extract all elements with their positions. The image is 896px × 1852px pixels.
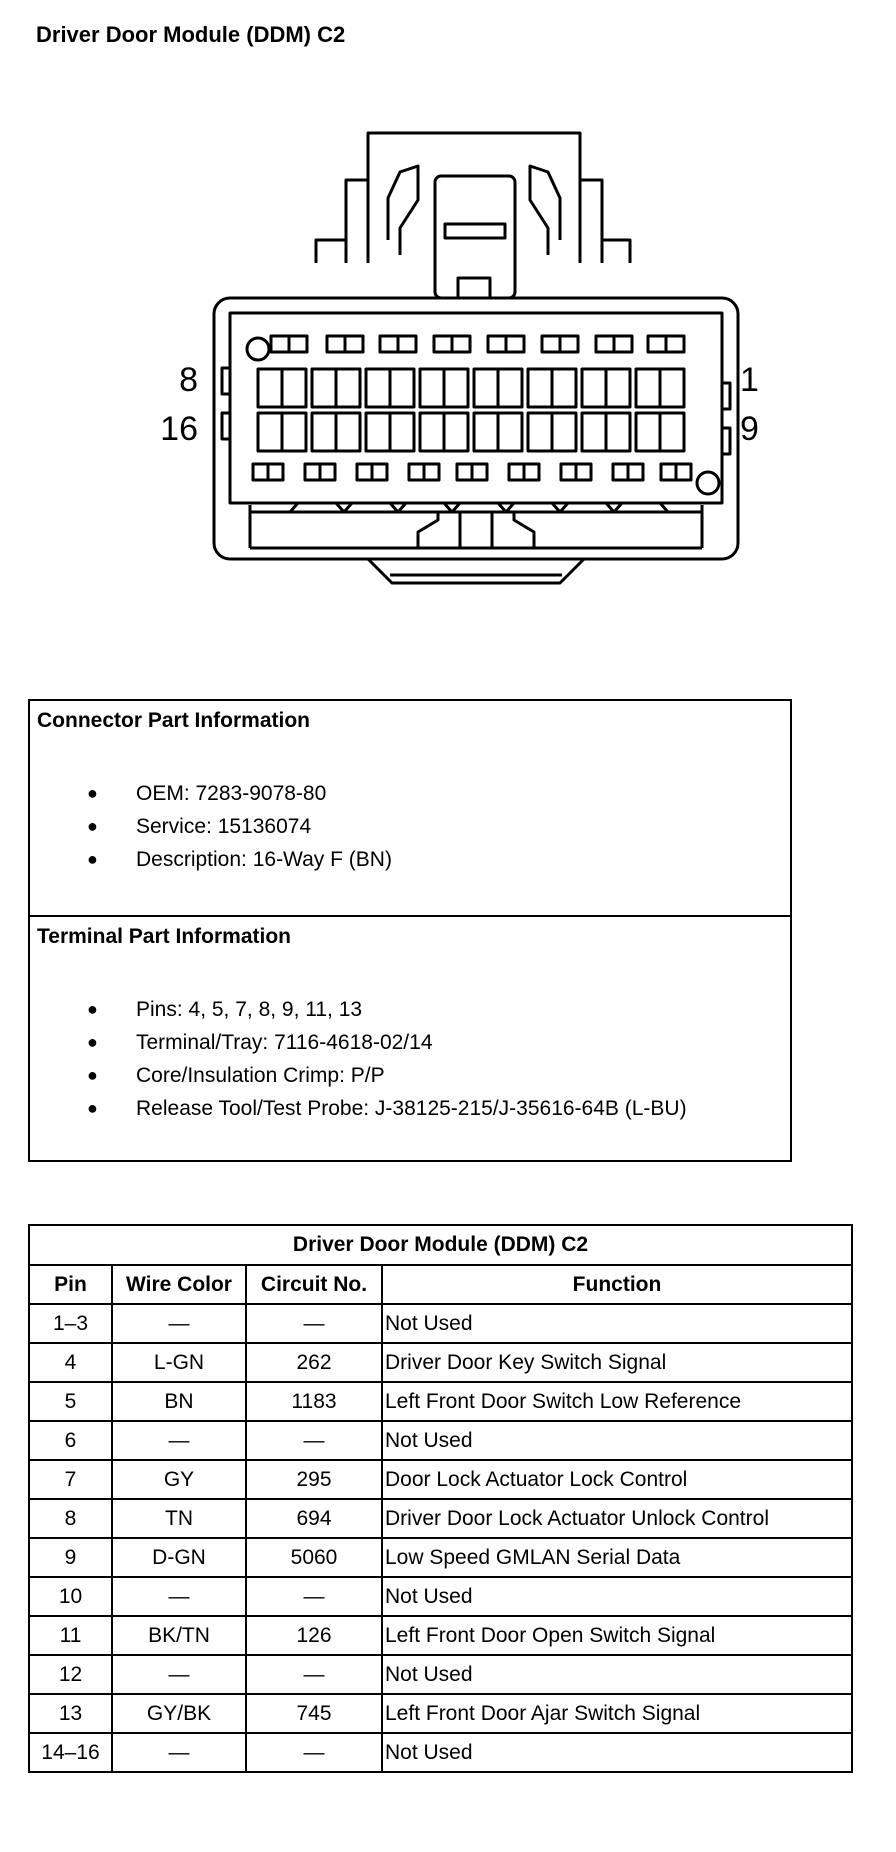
column-header-function: Function: [382, 1265, 852, 1304]
cell-circuit-no: —: [246, 1655, 382, 1694]
bullet-icon: ●: [87, 816, 98, 836]
connector-cavities: [253, 336, 691, 480]
cell-circuit-no: 745: [246, 1694, 382, 1733]
cell-wire-color: —: [112, 1733, 246, 1772]
cell-wire-color: GY/BK: [112, 1694, 246, 1733]
cell-circuit-no: 295: [246, 1460, 382, 1499]
cell-circuit-no: —: [246, 1421, 382, 1460]
bullet-icon: ●: [87, 1032, 98, 1052]
cell-function: Left Front Door Ajar Switch Signal: [382, 1694, 852, 1733]
cell-wire-color: —: [112, 1304, 246, 1343]
bullet-icon: ●: [87, 999, 98, 1019]
cell-pin: 8: [29, 1499, 112, 1538]
terminal-info-tray: Terminal/Tray: 7116-4618-02/14: [136, 1031, 433, 1054]
cell-circuit-no: 262: [246, 1343, 382, 1382]
list-item: [30, 993, 687, 1026]
cell-pin: 1–3: [29, 1304, 112, 1343]
cell-function: Not Used: [382, 1733, 852, 1772]
connector-base: [250, 503, 702, 583]
terminal-info-crimp: Core/Insulation Crimp: P/P: [136, 1064, 385, 1087]
table-row: [29, 1577, 852, 1616]
table-row: [29, 1538, 852, 1577]
connector-part-info: [30, 701, 790, 917]
bullet-icon: ●: [87, 849, 98, 869]
list-item: [30, 810, 392, 843]
table-row: [29, 1460, 852, 1499]
cell-function: Left Front Door Open Switch Signal: [382, 1616, 852, 1655]
cell-circuit-no: 1183: [246, 1382, 382, 1421]
cell-wire-color: —: [112, 1655, 246, 1694]
column-header-wire-color: Wire Color: [112, 1265, 246, 1304]
cell-function: Left Front Door Switch Low Reference: [382, 1382, 852, 1421]
large-cavity-row-2: [258, 413, 684, 451]
table-title: Driver Door Module (DDM) C2: [29, 1225, 852, 1265]
cell-wire-color: GY: [112, 1460, 246, 1499]
bullet-icon: ●: [87, 783, 98, 803]
list-item: [30, 1026, 687, 1059]
cell-wire-color: BK/TN: [112, 1616, 246, 1655]
column-header-pin: Pin: [29, 1265, 112, 1304]
cell-function: Driver Door Key Switch Signal: [382, 1343, 852, 1382]
connector-face-diagram: [0, 0, 896, 640]
bullet-icon: ●: [87, 1065, 98, 1085]
connector-info-list: [30, 777, 392, 876]
cell-function: Low Speed GMLAN Serial Data: [382, 1538, 852, 1577]
cell-pin: 14–16: [29, 1733, 112, 1772]
pin-label-16: 16: [160, 410, 198, 448]
cell-circuit-no: —: [246, 1577, 382, 1616]
cell-pin: 7: [29, 1460, 112, 1499]
cell-circuit-no: —: [246, 1304, 382, 1343]
table-row: [29, 1655, 852, 1694]
terminal-info-list: [30, 993, 687, 1125]
cell-function: Not Used: [382, 1304, 852, 1343]
pin-label-8: 8: [179, 361, 198, 399]
cell-pin: 9: [29, 1538, 112, 1577]
cell-wire-color: L-GN: [112, 1343, 246, 1382]
cell-function: Not Used: [382, 1577, 852, 1616]
terminal-info-release-tool: Release Tool/Test Probe: J-38125-215/J-35616-64B (L-BU): [136, 1097, 687, 1120]
cell-pin: 11: [29, 1616, 112, 1655]
pinout-table: [28, 1224, 853, 1773]
terminal-info-pins: Pins: 4, 5, 7, 8, 9, 11, 13: [136, 998, 363, 1021]
cell-pin: 13: [29, 1694, 112, 1733]
table-row: [29, 1733, 852, 1772]
connector-info-heading: Connector Part Information: [37, 709, 311, 732]
connector-info-oem: OEM: 7283-9078-80: [136, 782, 327, 805]
table-row: [29, 1694, 852, 1733]
terminal-info-heading: Terminal Part Information: [37, 925, 291, 948]
cell-function: Not Used: [382, 1655, 852, 1694]
connector-latch: [316, 133, 630, 298]
cell-circuit-no: 5060: [246, 1538, 382, 1577]
cell-wire-color: —: [112, 1421, 246, 1460]
list-item: [30, 843, 392, 876]
cell-circuit-no: —: [246, 1733, 382, 1772]
connector-info-service: Service: 15136074: [136, 815, 312, 838]
pin-label-1: 1: [740, 361, 759, 399]
terminal-part-info: [30, 917, 790, 1162]
pin-label-9: 9: [740, 410, 759, 448]
cell-function: Not Used: [382, 1421, 852, 1460]
cell-wire-color: —: [112, 1577, 246, 1616]
cell-pin: 4: [29, 1343, 112, 1382]
large-cavity-row-1: [258, 369, 684, 407]
cell-wire-color: D-GN: [112, 1538, 246, 1577]
page-title: Driver Door Module (DDM) C2: [36, 22, 346, 47]
cell-wire-color: BN: [112, 1382, 246, 1421]
cell-circuit-no: 126: [246, 1616, 382, 1655]
cell-pin: 10: [29, 1577, 112, 1616]
table-header-row: [29, 1265, 852, 1304]
list-item: [30, 1092, 687, 1125]
cell-wire-color: TN: [112, 1499, 246, 1538]
table-row: [29, 1421, 852, 1460]
cell-pin: 6: [29, 1421, 112, 1460]
lower-small-cavities: [253, 464, 691, 480]
bullet-icon: ●: [87, 1098, 98, 1118]
cell-function: Door Lock Actuator Lock Control: [382, 1460, 852, 1499]
connector-info-description: Description: 16-Way F (BN): [136, 848, 392, 871]
table-row: [29, 1343, 852, 1382]
table-row: [29, 1616, 852, 1655]
cell-function: Driver Door Lock Actuator Unlock Control: [382, 1499, 852, 1538]
table-row: [29, 1382, 852, 1421]
table-row: [29, 1499, 852, 1538]
list-item: [30, 777, 392, 810]
column-header-circuit-no: Circuit No.: [246, 1265, 382, 1304]
list-item: [30, 1059, 687, 1092]
cell-pin: 5: [29, 1382, 112, 1421]
cell-pin: 12: [29, 1655, 112, 1694]
part-information-box: [28, 699, 792, 1162]
table-row: [29, 1304, 852, 1343]
upper-small-cavities: [271, 336, 684, 352]
cell-circuit-no: 694: [246, 1499, 382, 1538]
